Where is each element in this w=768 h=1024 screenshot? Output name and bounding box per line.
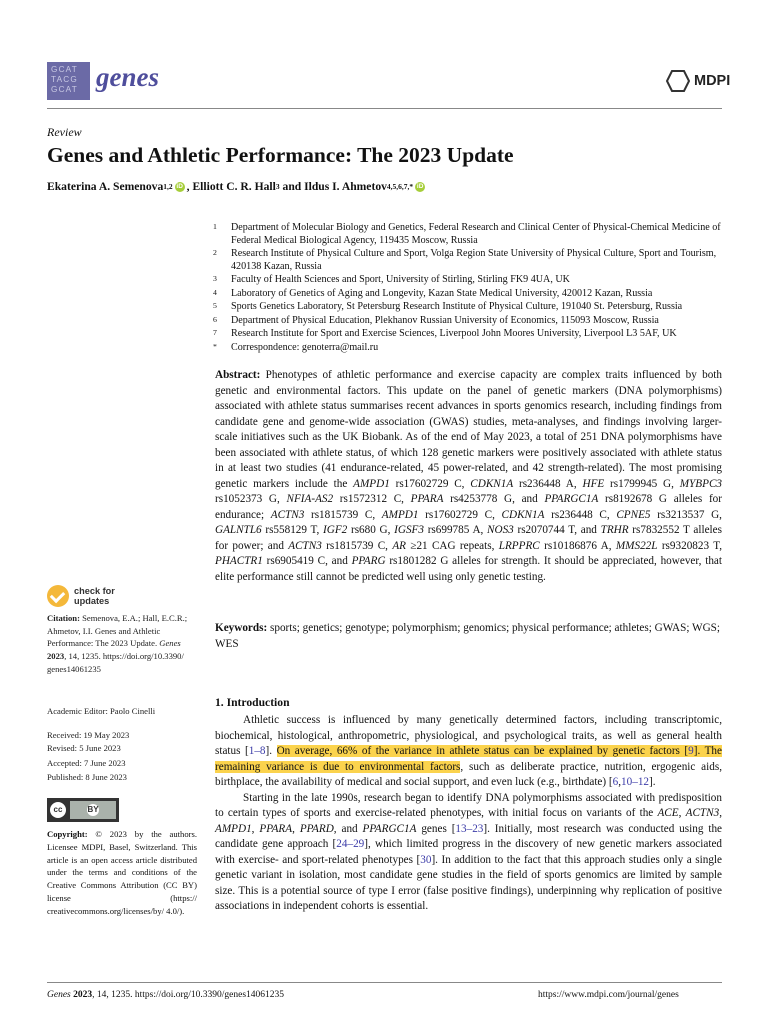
affiliation-text: Faculty of Health Sciences and Sport, University of Stirling, Stirling FK9 4UA, UK (231, 274, 570, 285)
affiliation-item (213, 222, 728, 247)
text-run: rs1052373 G, (215, 493, 287, 505)
gene-name: NFIA-AS2 (286, 493, 334, 505)
text-run: rs558129 T, (261, 524, 324, 536)
affiliation-text: Correspondence: genoterra@mail.ru (231, 341, 379, 353)
affiliation-number: 5 (213, 301, 217, 310)
text-run: rs1815739 C, (304, 508, 382, 521)
cc-icon: cc (50, 802, 66, 818)
reference-link[interactable]: 6 (612, 776, 619, 788)
text-run: rs8192678 G alleles for endurance; (215, 493, 723, 521)
text-run: rs236448 A, (513, 477, 583, 490)
check-for-updates-button[interactable] (47, 585, 115, 607)
gene-name: PPARGC1A (362, 822, 417, 835)
affiliation-item (213, 288, 728, 301)
author-separator: , (186, 180, 190, 193)
text-run: rs3213537 G, (650, 508, 722, 521)
text-run: ]. In addition to the fact that this approach studies only a single genetic variant in isolation, most candidate gene studies in the field of sports genomics are limited by sample size. This is a potential source of type I error (false positive findings), underpinning why replication of positive associations in independent cohorts is essential. (215, 853, 722, 912)
orcid-icon[interactable]: iD (176, 182, 183, 190)
affiliations (213, 222, 728, 355)
gene-name: ACE (657, 807, 679, 819)
citation-rest: , 14, 1235. https://doi.org/10.3390/ genes14061235 (47, 651, 184, 674)
check-updates-line: check for (74, 586, 115, 596)
text-run: rs1799945 G, (604, 477, 680, 490)
gene-name: CDKN1A (470, 477, 514, 490)
paragraph (215, 713, 722, 791)
affiliation-text: Laboratory of Genetics of Aging and Longevity, Kazan State Medical University, 420012 Kazan, Russia (231, 287, 653, 299)
keywords-label: Keywords: (215, 622, 268, 634)
footer-year: 2023 (70, 990, 93, 1000)
text-run: , (719, 807, 722, 819)
logo-line: GCAT (51, 65, 78, 74)
header-divider (47, 108, 722, 109)
gene-name: IGF2 (323, 524, 348, 536)
journal-name: genes (96, 62, 159, 92)
text-run: rs2070744 T, and (513, 524, 601, 536)
reference-link[interactable]: 1–8 (248, 745, 266, 757)
logo-line: GCAT (51, 85, 78, 94)
gene-name: ACTN3 (270, 508, 305, 521)
text-run: Starting in the late 1990s, research began to identify DNA polymorphisms associated with predisposition to certain types of sports and exercise-related phenotypes, with initial focus on variants of the (215, 791, 722, 819)
keywords (215, 621, 722, 652)
mdpi-hexagon-icon (666, 70, 690, 92)
author-affiliation-marker: 3 (275, 182, 280, 191)
gene-name: HFE (582, 477, 605, 490)
gene-name: PPARG (351, 555, 386, 567)
gene-name: PPARA (259, 822, 293, 835)
affiliation-text: Research Institute for Sport and Exercise Sciences, Liverpool John Moores University, Liverpool L3 5AF, UK (231, 328, 677, 339)
checkmark-icon (47, 585, 69, 607)
publisher-logo (666, 70, 730, 92)
text-run: genes [ (416, 822, 456, 835)
publisher-name: MDPI (694, 73, 731, 89)
affiliation-item (213, 274, 728, 287)
accepted-date: Accepted: 7 June 2023 (47, 758, 126, 768)
reference-link[interactable]: 13–23 (455, 822, 484, 835)
text-run: rs699785 A, (423, 524, 488, 536)
author-affiliation-marker: 4,5,6,7,* (386, 182, 414, 191)
text-run: rs17602729 C, (389, 477, 471, 490)
affiliation-text: Sports Genetics Laboratory, St Petersburg Research Institute of Physical Culture, 191040 St. Petersburg, Russia (231, 301, 683, 312)
author-affiliation-marker: 1,2 (163, 182, 173, 191)
introduction-body (215, 713, 722, 915)
text-run: , (292, 822, 300, 835)
gene-name: CDKN1A (501, 508, 545, 521)
text-run: , and (333, 822, 363, 835)
affiliation-item (213, 248, 728, 273)
article-type: Review (47, 125, 82, 139)
author-name: Elliott C. R. Hall (192, 180, 276, 193)
text-run: rs1801282 G alleles for strength. It should be appreciated, however, that elite performance still cannot be predicted well using only genetic testing. (215, 555, 722, 583)
author-separator: and (279, 180, 302, 193)
affiliation-text: Department of Molecular Biology and Genetics, Federal Research and Clinical Center of Physical-Chemical Medicine of Federal Medical Biological Agency, 119435 Moscow, Russia (231, 222, 721, 246)
license-by-label: BY (87, 805, 99, 814)
affiliation-number: 2 (213, 248, 217, 257)
affiliation-number: 3 (213, 274, 217, 283)
text-run: rs17602729 C, (418, 508, 502, 521)
footer-journal-url[interactable]: https://www.mdpi.com/journal/genes (538, 990, 679, 1000)
received-date: Received: 19 May 2023 (47, 730, 130, 740)
revised-date: Revised: 5 June 2023 (47, 743, 121, 753)
gene-name: AMPD1 (215, 822, 252, 835)
text-run: , (678, 807, 686, 819)
journal-logo (47, 62, 90, 100)
keywords-text: sports; genetics; genotype; polymorphism; genomics; physical performance; athletes; GWAS; WGS; WES (215, 622, 721, 650)
affiliation-item (213, 315, 728, 328)
text-run: rs7832552 T alleles for power; and (215, 524, 722, 552)
reference-link[interactable]: 10–12 (621, 776, 649, 788)
citation-year: 2023 (47, 651, 65, 662)
logo-line: TACG (51, 75, 78, 84)
gene-name: LRPPRC (498, 539, 540, 552)
gene-name: ACTN3 (288, 539, 322, 552)
highlighted-text: On average, 66% of the variance in athlete status can be explained by genetic factors [ (276, 745, 689, 757)
text-run: ], which limited progress in the discovery of new genetic markers associated with exercise- and sport-related phenotypes [ (215, 838, 723, 866)
text-run: rs6905419 C, and (262, 555, 352, 567)
text-run: rs1572312 C, (333, 493, 411, 505)
author-name: Ekaterina A. Semenova (47, 180, 164, 193)
affiliation-item (213, 328, 728, 341)
footer-divider (47, 982, 722, 983)
gene-name: PPARD (299, 822, 334, 835)
text-run: rs1815739 C, (321, 539, 393, 552)
reference-link[interactable]: 30 (420, 853, 432, 866)
text-run: ]. Initially, most research was conducted using the candidate gene approach [ (215, 822, 722, 850)
text-run: rs9320823 T, (657, 539, 722, 552)
gene-name: PPARGC1A (544, 493, 599, 505)
reference-link[interactable]: 24–29 (336, 838, 365, 850)
gene-name: AR (392, 539, 406, 552)
citation-text: Semenova, E.A.; Hall, E.C.R.; Ahmetov, I.I. Genes and Athletic Performance: The 2023 Update. (47, 613, 188, 649)
cc-license-badge[interactable] (47, 798, 119, 822)
text-run: Phenotypes of athletic performance and exercise capacity are complex traits influenced by both genetic and environmental factors. This update on the panel of genetic markers (DNA polymorphisms) associated with athlete status summarises recent advances in sports genomics research, including findings from candidate gene and genome-wide association (GWAS) studies, meta-analyses, and findings involving larger-scale initiatives such as the UK Biobank. As of the end of May 2023, a total of 251 DNA polymorphisms have been associated with athlete status, of which 128 genetic markers were positively associated with athlete status in at least two studies (41 endurance-related, 45 power-related, and 42 strength-related). The most promising genetic markers include the (215, 369, 722, 490)
gene-name: CPNE5 (616, 508, 651, 521)
gene-name: IGSF3 (394, 524, 424, 536)
text-run: rs10186876 A, (539, 539, 616, 552)
text-run: , (618, 776, 622, 788)
author-name: Ildus I. Ahmetov (304, 180, 387, 193)
affiliation-number: 7 (213, 328, 217, 337)
affiliation-number: 6 (213, 314, 217, 324)
footer-journal: Genes (47, 990, 71, 1000)
check-updates-label (74, 586, 115, 606)
orcid-icon[interactable]: iD (416, 182, 424, 190)
copyright-label: Copyright: (47, 829, 88, 839)
text-run: , (251, 822, 260, 835)
gene-name: PPARA (410, 493, 444, 505)
citation-journal: Genes (159, 638, 181, 649)
section-title: 1. Introduction (215, 696, 290, 709)
gene-name: GALNTL6 (215, 524, 262, 536)
citation-label: Citation: (47, 613, 80, 623)
academic-editor: Academic Editor: Paolo Cinelli (47, 706, 156, 716)
affiliation-item (213, 342, 728, 355)
citation-block (47, 612, 197, 676)
copyright-notice (47, 828, 197, 918)
by-icon (70, 801, 116, 819)
affiliation-number: 4 (213, 287, 217, 297)
text-run: rs680 G, (347, 524, 395, 536)
text-run: ]. (265, 745, 277, 757)
affiliation-number: * (213, 341, 217, 351)
gene-name: NOS3 (487, 524, 514, 536)
gene-name: TRHR (600, 524, 629, 536)
affiliation-text: Research Institute of Physical Culture and Sport, Volga Region State University of Physical Culture, Sport and Tourism, 420138 Kazan, Russia (231, 248, 717, 272)
reference-link[interactable]: 9 (688, 745, 694, 757)
article-title: Genes and Athletic Performance: The 2023 Update (47, 143, 514, 167)
affiliation-text: Department of Physical Education, Plekhanov Russian University of Economics, 115093 Moscow, Russia (231, 314, 659, 326)
copyright-text: © 2023 by the authors. Licensee MDPI, Basel, Switzerland. This article is an open access article distributed under the terms and conditions of the Creative Commons Attribution (CC BY) license (https:// creativecommons.org/licenses/by/ 4.0/). (47, 829, 197, 916)
affiliation-item (213, 301, 728, 314)
paragraph (215, 791, 722, 915)
gene-name: MYBPC3 (679, 477, 722, 490)
text-run: , such as deliberate practice, nutrition, ergogenic aids, birthplace, the availability of medical and social support, and even luck (e.g., birthdate) [ (215, 760, 722, 788)
highlighted-text: ]. The remaining variance is due to environmental factors (215, 745, 722, 773)
text-run: ]. (649, 776, 656, 788)
gene-name: PHACTR1 (215, 555, 263, 567)
affiliation-number: 1 (213, 222, 217, 231)
text-run: ≥21 CAG repeats, (405, 539, 499, 552)
published-date: Published: 8 June 2023 (47, 772, 127, 782)
footer-doi[interactable]: , 14, 1235. https://doi.org/10.3390/genes14061235 (92, 990, 285, 1000)
abstract (215, 368, 722, 585)
text-run: rs236448 C, (544, 508, 617, 521)
text-run: rs4253778 G, and (443, 493, 545, 505)
author-list (47, 180, 430, 193)
gene-name: MMS22L (615, 539, 658, 552)
abstract-label: Abstract: (215, 369, 261, 381)
gene-name: ACTN3 (685, 807, 720, 819)
footer-citation (47, 990, 284, 1000)
text-run: Athletic success is influenced by many genetically determined factors, including transcriptomic, biochemical, histological, anthropometric, physiological, and psychological traits, as well as general health status [ (215, 714, 722, 757)
gene-name: AMPD1 (353, 477, 390, 490)
check-updates-line: updates (74, 596, 110, 606)
gene-name: AMPD1 (381, 508, 419, 521)
